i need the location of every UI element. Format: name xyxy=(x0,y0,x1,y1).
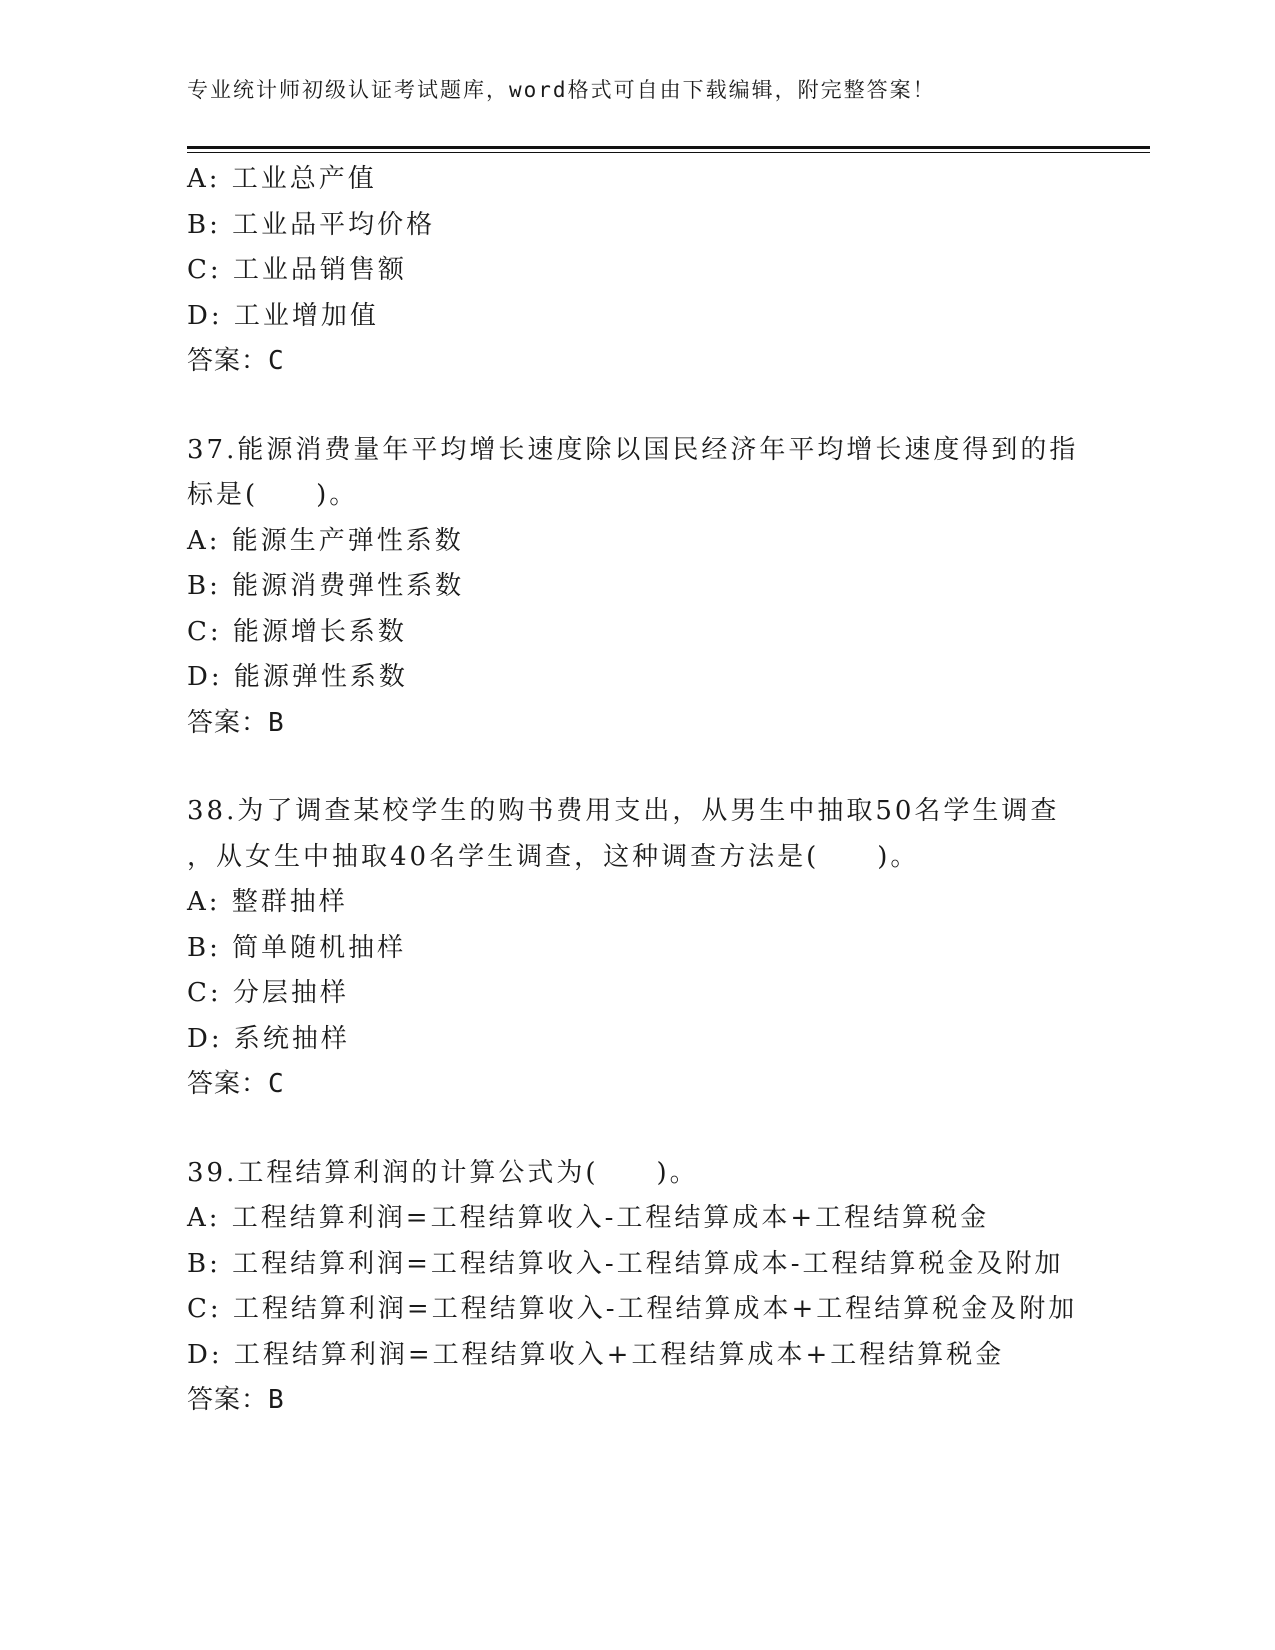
answer-value: B xyxy=(268,707,285,738)
question-text-line: 38.为了调查某校学生的购书费用支出，从男生中抽取50名学生调查 xyxy=(187,796,1060,826)
option-d: D: 工业增加值 xyxy=(187,300,379,331)
option-b: B: 能源消费弹性系数 xyxy=(187,571,465,601)
answer-line xyxy=(187,1062,1087,1108)
answer-line xyxy=(187,701,1087,747)
question-text-line: ，从女生中抽取40名学生调查，这种调查方法是( )。 xyxy=(187,841,920,872)
answer-value: C xyxy=(268,1069,285,1099)
option-a: A: 整群抽样 xyxy=(187,887,348,917)
option-c: C: 分层抽样 xyxy=(187,978,349,1008)
prev-question-options xyxy=(187,157,1087,385)
answer-value: B xyxy=(268,1385,285,1415)
option-a: A: 能源生产弹性系数 xyxy=(187,525,464,556)
option-c: C: 能源增长系数 xyxy=(187,616,407,647)
question-39 xyxy=(187,1151,1087,1424)
question-text-line: 39.工程结算利润的计算公式为( )。 xyxy=(187,1157,699,1188)
option-d: D: 工程结算利润=工程结算收入+工程结算成本+工程结算税金 xyxy=(187,1339,1005,1370)
option-d: D: 系统抽样 xyxy=(187,1023,350,1054)
option-c: C: 工业品销售额 xyxy=(187,255,407,285)
option-b: B: 工业品平均价格 xyxy=(187,209,436,240)
answer-label: 答案： xyxy=(187,707,269,738)
header-rule-thick xyxy=(187,146,1150,149)
question-37 xyxy=(187,428,1087,747)
page-header: 专业统计师初级认证考试题库，word格式可自由下载编辑，附完整答案！ xyxy=(187,78,936,102)
option-b: B: 简单随机抽样 xyxy=(187,932,407,963)
question-text-line: 37.能源消费量年平均增长速度除以国民经济年平均增长速度得到的指 xyxy=(187,434,1079,465)
option-c: C: 工程结算利润=工程结算收入-工程结算成本+工程结算税金及附加 xyxy=(187,1294,1078,1324)
option-a: A: 工业总产值 xyxy=(187,164,377,194)
answer-value: C xyxy=(268,346,285,376)
question-content xyxy=(187,157,1087,1424)
answer-label: 答案： xyxy=(187,1069,269,1099)
answer-label: 答案： xyxy=(187,346,269,376)
option-d: D: 能源弹性系数 xyxy=(187,662,408,692)
header-rule-thin xyxy=(187,152,1150,153)
answer-line xyxy=(187,1378,1087,1424)
question-text-line: 标是( )。 xyxy=(187,480,359,510)
option-b: B: 工程结算利润=工程结算收入-工程结算成本-工程结算税金及附加 xyxy=(187,1248,1064,1279)
option-a: A: 工程结算利润=工程结算收入-工程结算成本+工程结算税金 xyxy=(187,1203,990,1233)
answer-label: 答案： xyxy=(187,1385,269,1415)
question-38 xyxy=(187,789,1087,1108)
answer-line xyxy=(187,339,1087,385)
